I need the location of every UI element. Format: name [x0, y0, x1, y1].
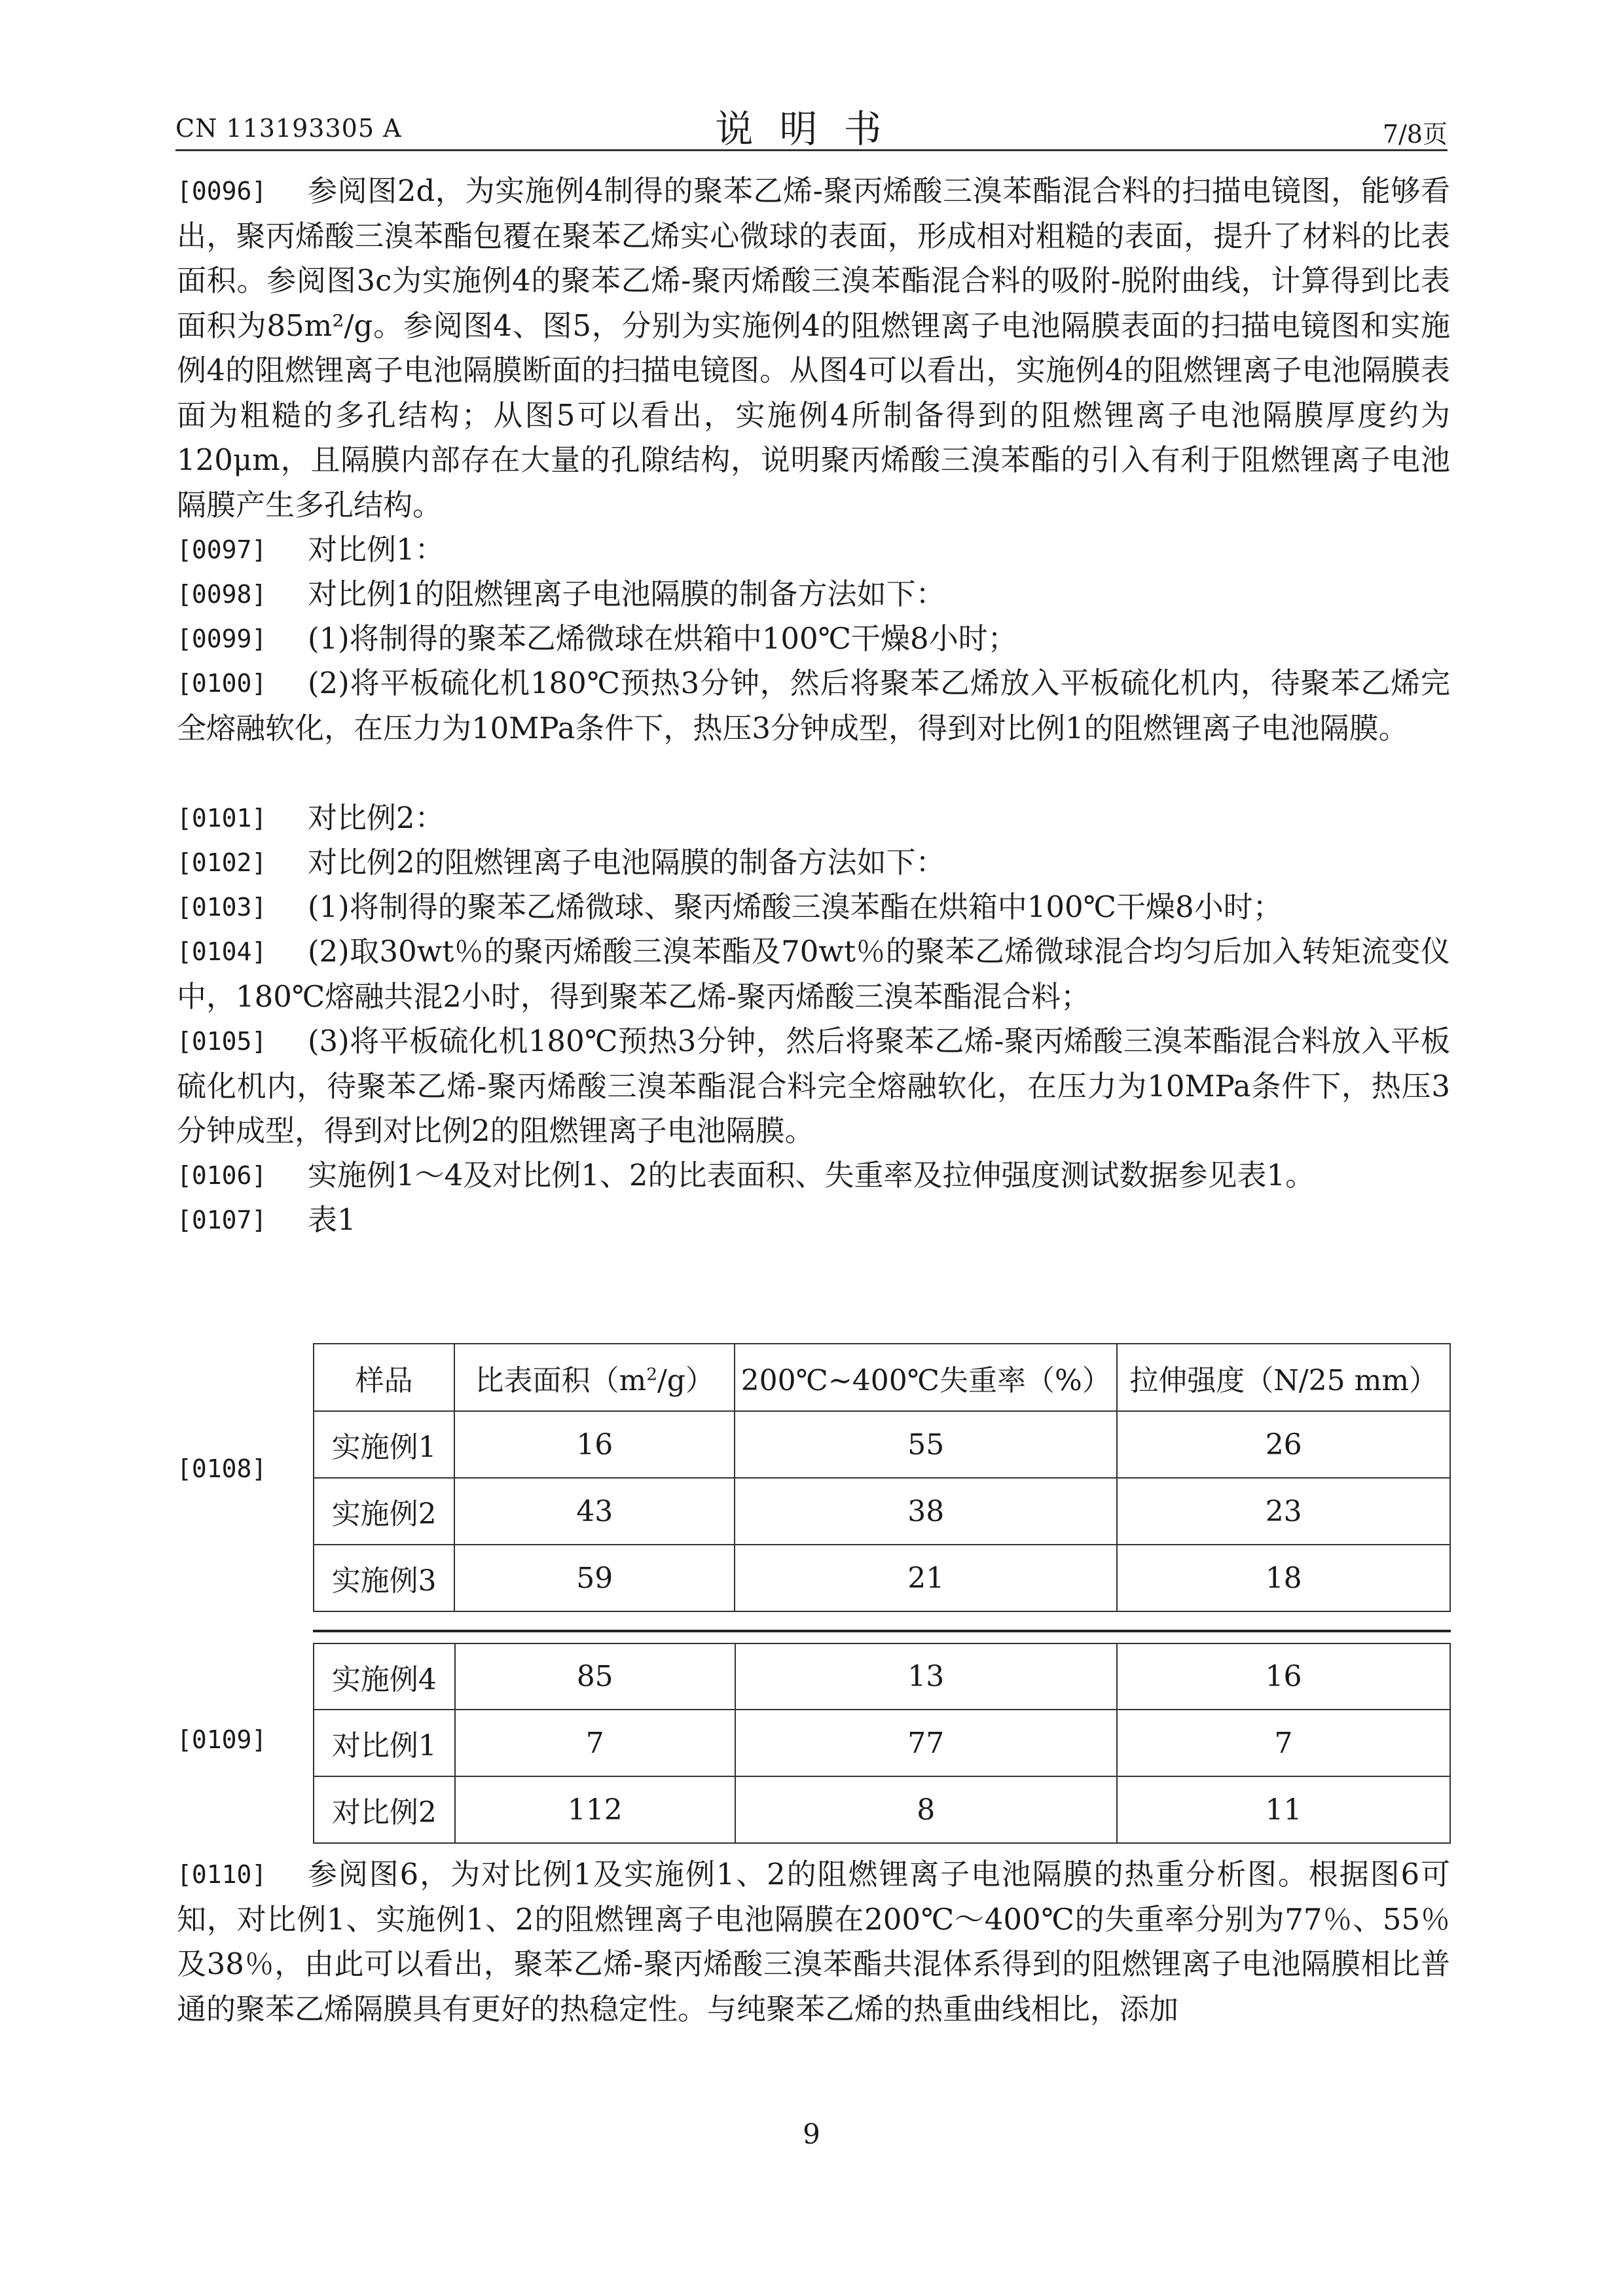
paragraph-0097 — [177, 528, 1450, 573]
table-top-rule — [313, 1630, 1451, 1632]
paragraph-0103 — [177, 885, 1450, 930]
paragraph-0098 — [177, 572, 1450, 617]
table-cell: 16 — [1117, 1643, 1450, 1710]
paragraph-number-0109: [0109] — [177, 1725, 267, 1754]
paragraph-text: 参阅图6，为对比例1及实施例1、2的阻燃锂离子电池隔膜的热重分析图。根据图6可知，对比例1、实施例1、2的阻燃锂离子电池隔膜在200℃～400℃的失重率分别为77％、55％及38％，由此可以看出，聚苯乙烯-聚丙烯酸三溴苯酯共混体系得到的阻燃锂离子电池隔膜相比普通的聚苯乙烯隔膜具有更好的热稳定性。与纯聚苯乙烯的热重曲线相比，添加 — [177, 1857, 1450, 2026]
paragraph-0106 — [177, 1153, 1450, 1198]
paragraph-number: [0110] — [177, 1860, 267, 1889]
table-cell: 112 — [455, 1776, 735, 1843]
paragraph-0101 — [177, 796, 1450, 841]
table-cell: 13 — [735, 1643, 1117, 1710]
paragraph-number: [0104] — [177, 937, 267, 966]
table-row — [314, 1776, 1450, 1843]
paragraph-text: (1)将制得的聚苯乙烯微球、聚丙烯酸三溴苯酯在烘箱中100℃干燥8小时； — [308, 889, 1283, 924]
paragraph-0096 — [177, 169, 1450, 528]
paragraph-number: [0101] — [177, 804, 267, 833]
table-row — [314, 1478, 1450, 1545]
paragraph-text: (1)将制得的聚苯乙烯微球在烘箱中100℃干燥8小时； — [308, 621, 1017, 656]
page-number: 9 — [803, 2118, 820, 2150]
table-header-row — [314, 1344, 1450, 1411]
data-table-part-b — [313, 1643, 1451, 1844]
table-row — [314, 1710, 1450, 1776]
patent-number: CN 113193305 A — [175, 114, 402, 143]
paragraph-0110 — [177, 1852, 1450, 2032]
paragraph-0107 — [177, 1198, 1450, 1243]
header-rule — [175, 149, 1448, 151]
header-weight-loss: 200℃~400℃失重率（%） — [735, 1344, 1117, 1411]
paragraph-0104 — [177, 929, 1450, 1019]
paragraph-text: (2)取30wt％的聚丙烯酸三溴苯酯及70wt％的聚苯乙烯微球混合均匀后加入转矩流变仪中，180℃熔融共混2小时，得到聚苯乙烯-聚丙烯酸三溴苯酯混合料； — [177, 934, 1450, 1014]
document-title: 说明书 — [715, 107, 908, 151]
table-cell: 实施例4 — [314, 1643, 455, 1710]
table-cell: 实施例3 — [314, 1545, 454, 1611]
paragraph-text: 对比例2： — [308, 800, 445, 835]
paragraph-text: (2)将平板硫化机180℃预热3分钟，然后将聚苯乙烯放入平板硫化机内，待聚苯乙烯完全熔融软化，在压力为10MPa条件下，热压3分钟成型，得到对比例1的阻燃锂离子电池隔膜。 — [177, 666, 1450, 745]
paragraph-number: [0098] — [177, 580, 267, 609]
paragraph-number: [0105] — [177, 1027, 267, 1056]
table-cell: 实施例2 — [314, 1478, 454, 1545]
paragraph-number: [0103] — [177, 893, 267, 922]
table-cell: 85 — [455, 1643, 735, 1710]
paragraph-number: [0096] — [177, 177, 267, 206]
table-cell: 26 — [1117, 1411, 1450, 1478]
table-cell: 59 — [454, 1545, 735, 1611]
paragraph-0100 — [177, 661, 1450, 751]
paragraph-0105 — [177, 1019, 1450, 1154]
table-cell: 77 — [735, 1710, 1117, 1776]
table-cell: 23 — [1117, 1478, 1450, 1545]
header-tensile-strength: 拉伸强度（N/25 mm） — [1117, 1344, 1450, 1411]
page-header — [175, 98, 1448, 151]
table-cell: 对比例2 — [314, 1776, 455, 1843]
paragraph-text: 对比例2的阻燃锂离子电池隔膜的制备方法如下： — [308, 845, 945, 880]
header-sample: 样品 — [314, 1344, 454, 1411]
table-cell: 55 — [735, 1411, 1117, 1478]
paragraph-text: 实施例1～4及对比例1、2的比表面积、失重率及拉伸强度测试数据参见表1。 — [308, 1158, 1315, 1193]
table-row — [314, 1545, 1450, 1611]
paragraph-text: 对比例1的阻燃锂离子电池隔膜的制备方法如下： — [308, 577, 945, 611]
table-cell: 对比例1 — [314, 1710, 455, 1776]
table-cell: 7 — [455, 1710, 735, 1776]
paragraph-0099 — [177, 617, 1450, 662]
page-indicator: 7/8页 — [1382, 120, 1448, 149]
table-cell: 11 — [1117, 1776, 1450, 1843]
paragraph-text: 对比例1： — [308, 532, 445, 567]
paragraph-number-0108: [0108] — [177, 1454, 267, 1483]
table-cell: 16 — [454, 1411, 735, 1478]
paragraph-number: [0107] — [177, 1206, 267, 1234]
table-cell: 43 — [454, 1478, 735, 1545]
paragraph-number: [0097] — [177, 535, 267, 564]
table-cell: 7 — [1117, 1710, 1450, 1776]
paragraph-number: [0100] — [177, 669, 267, 698]
paragraph-number: [0106] — [177, 1161, 267, 1190]
table-cell: 38 — [735, 1478, 1117, 1545]
paragraph-text: (3)将平板硫化机180℃预热3分钟，然后将聚苯乙烯-聚丙烯酸三溴苯酯混合料放入平板硫化机内，待聚苯乙烯-聚丙烯酸三溴苯酯混合料完全熔融软化，在压力为10MPa条件下，热压3分钟成型，得到对比例2的阻燃锂离子电池隔膜。 — [177, 1024, 1450, 1148]
table-cell: 18 — [1117, 1545, 1450, 1611]
table-row — [314, 1643, 1450, 1710]
header-surface-area: 比表面积$(m^2/g)$ — [454, 1344, 735, 1411]
table-cell: 8 — [735, 1776, 1117, 1843]
data-table-part-a — [313, 1343, 1451, 1612]
paragraph-text: 表1 — [308, 1202, 356, 1237]
table-cell: 21 — [735, 1545, 1117, 1611]
paragraph-0102 — [177, 840, 1450, 886]
paragraph-text: 参阅图2d，为实施例4制得的聚苯乙烯-聚丙烯酸三溴苯酯混合料的扫描电镜图，能够看出，聚丙烯酸三溴苯酯包覆在聚苯乙烯实心微球的表面，形成相对粗糙的表面，提升了材料的比表面积。参阅图3c为实施例4的聚苯乙烯-聚丙烯酸三溴苯酯混合料的吸附-脱附曲线，计算得到比表面积为85m²/g。参阅图4、图5，分别为实施例4的阻燃锂离子电池隔膜表面的扫描电镜图和实施例4的阻燃锂离子电池隔膜断面的扫描电镜图。从图4可以看出，实施例4的阻燃锂离子电池隔膜表面为粗糙的多孔结构；从图5可以看出，实施例4所制备得到的阻燃锂离子电池隔膜厚度约为120μm，且隔膜内部存在大量的孔隙结构，说明聚丙烯酸三溴苯酯的引入有利于阻燃锂离子电池隔膜产生多孔结构。 — [177, 173, 1450, 522]
table-cell: 实施例1 — [314, 1411, 454, 1478]
table-row — [314, 1411, 1450, 1478]
paragraph-number: [0102] — [177, 848, 267, 877]
paragraph-number: [0099] — [177, 624, 267, 653]
